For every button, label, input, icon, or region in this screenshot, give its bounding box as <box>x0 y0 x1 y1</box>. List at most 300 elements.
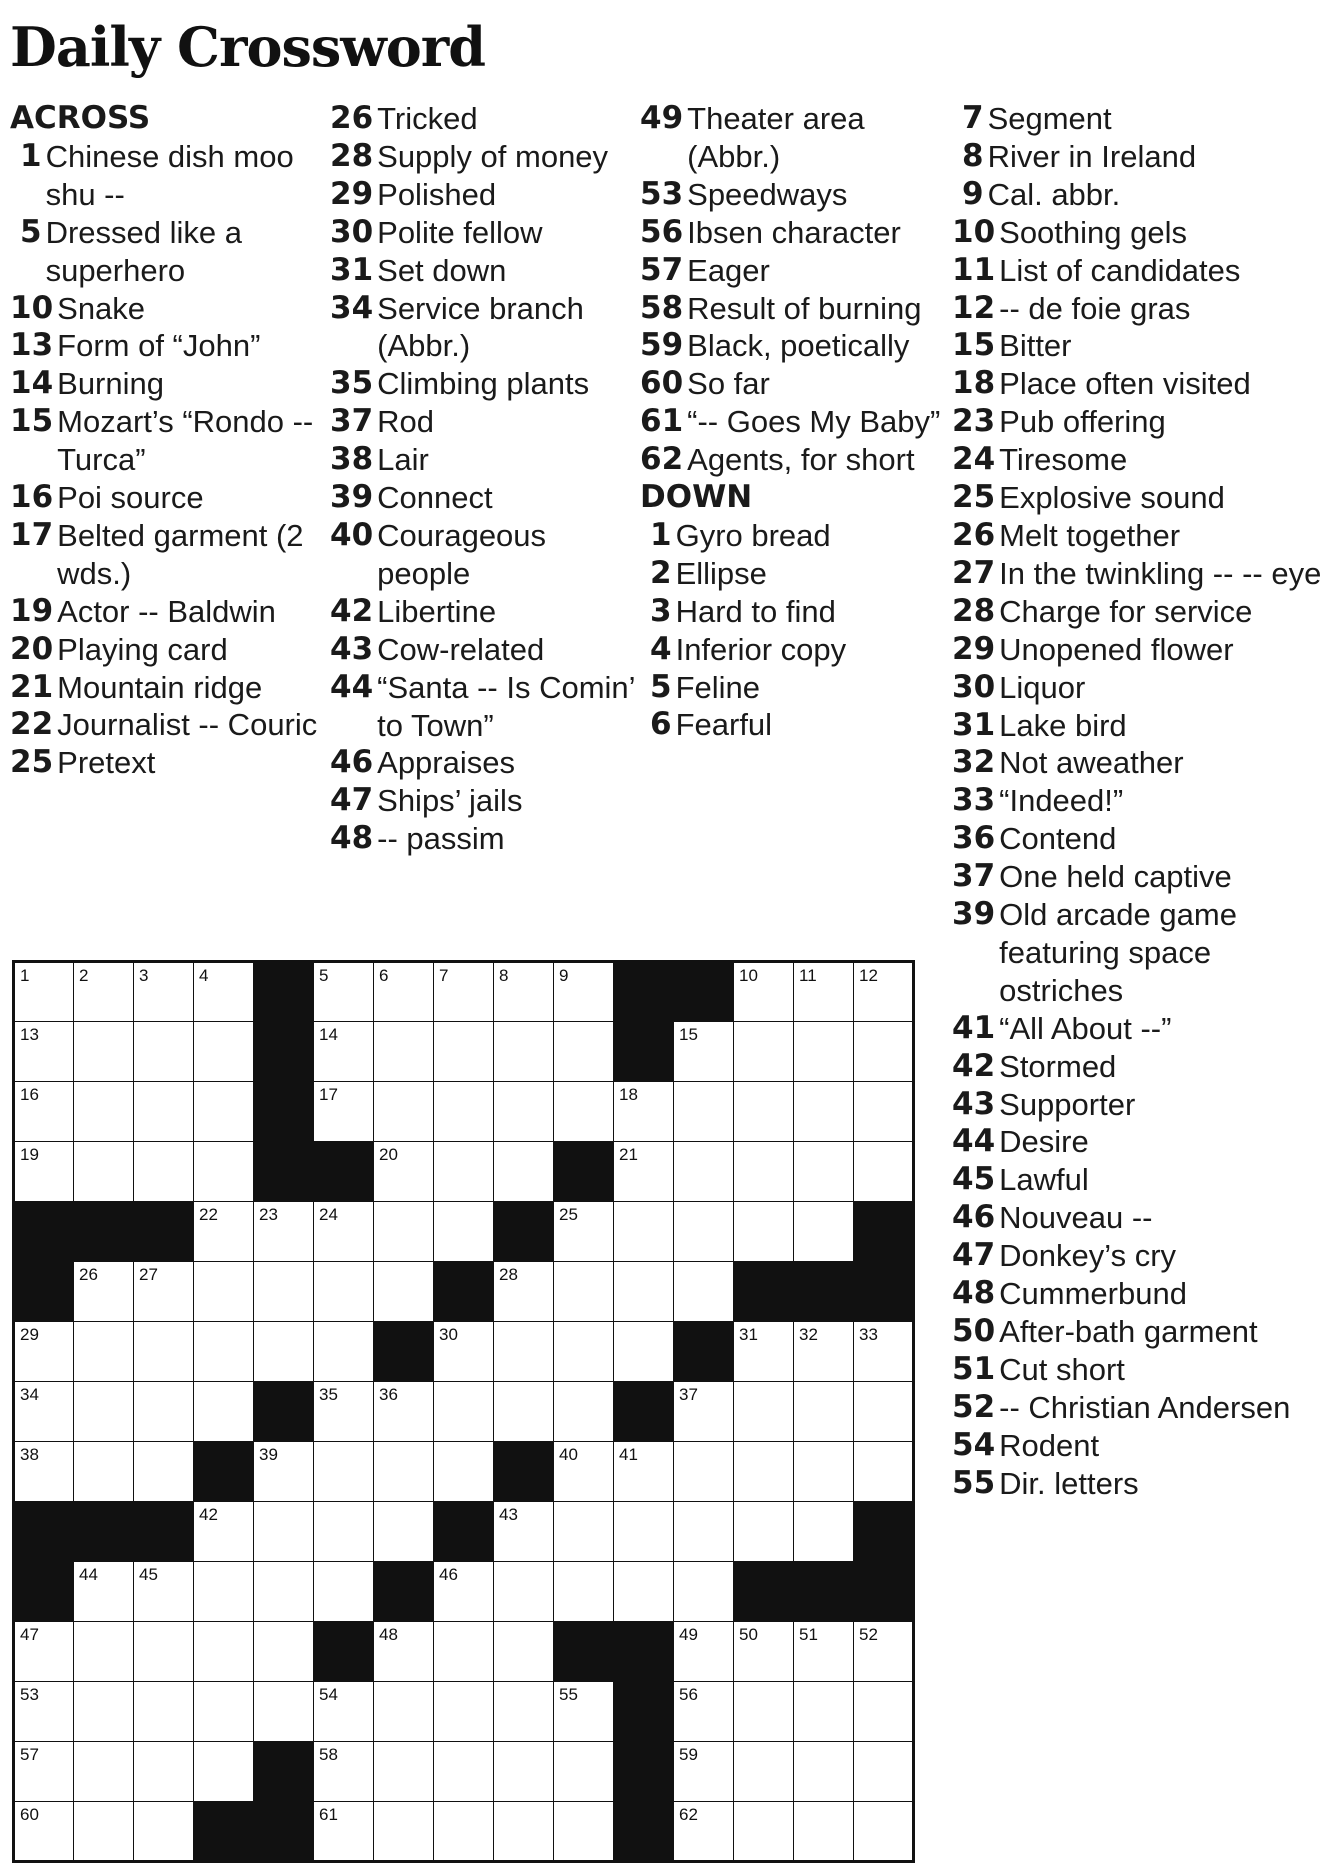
black-square <box>374 1322 434 1382</box>
clue-text: Donkey’s cry <box>999 1238 1177 1274</box>
grid-cell[interactable] <box>494 1682 554 1742</box>
grid-cell[interactable] <box>14 962 74 1022</box>
black-square <box>614 962 674 1022</box>
grid-cell[interactable] <box>554 1802 614 1862</box>
grid-cell[interactable] <box>314 1022 374 1082</box>
grid-cell[interactable] <box>734 1622 794 1682</box>
grid-cell[interactable] <box>314 1322 374 1382</box>
grid-cell[interactable] <box>854 1382 914 1442</box>
grid-cell[interactable] <box>734 1442 794 1502</box>
grid-cell[interactable] <box>794 1442 854 1502</box>
grid-cell[interactable] <box>254 1622 314 1682</box>
grid-cell[interactable] <box>494 1322 554 1382</box>
clue-number: 5 <box>20 213 42 250</box>
grid-cell[interactable] <box>134 1142 194 1202</box>
clue-text: Supply of money <box>377 138 609 174</box>
clue-number: 39 <box>952 896 996 933</box>
cell-number: 36 <box>379 1385 398 1404</box>
grid-cell[interactable] <box>74 1142 134 1202</box>
grid-cell[interactable] <box>854 1622 914 1682</box>
clue-number: 34 <box>330 289 374 326</box>
down-clue <box>952 1237 1332 1275</box>
grid-cell[interactable] <box>74 1322 134 1382</box>
black-square <box>674 1322 734 1382</box>
grid-cell[interactable] <box>14 1322 74 1382</box>
grid-row <box>14 1022 914 1082</box>
grid-cell[interactable] <box>854 1142 914 1202</box>
grid-cell[interactable] <box>194 1502 254 1562</box>
clue-number: 23 <box>952 403 996 440</box>
grid-cell[interactable] <box>194 1562 254 1622</box>
cell-number: 31 <box>739 1325 758 1344</box>
grid-cell[interactable] <box>614 1322 674 1382</box>
grid-cell[interactable] <box>14 1682 74 1742</box>
clue-number: 20 <box>10 630 54 667</box>
down-clue <box>952 100 1332 138</box>
across-clue <box>640 290 950 328</box>
clue-text: Fearful <box>675 707 773 743</box>
across-clue <box>330 252 640 290</box>
grid-cell[interactable] <box>134 1082 194 1142</box>
grid-cell[interactable] <box>494 1622 554 1682</box>
clue-text: River in Ireland <box>987 138 1197 174</box>
grid-cell[interactable] <box>434 1562 494 1622</box>
grid-cell[interactable] <box>854 1082 914 1142</box>
grid-cell[interactable] <box>674 1742 734 1802</box>
grid-cell[interactable] <box>794 1022 854 1082</box>
grid-cell[interactable] <box>194 962 254 1022</box>
grid-cell[interactable] <box>614 1562 674 1622</box>
puzzle-title: Daily Crossword <box>10 15 485 79</box>
grid-cell[interactable] <box>374 962 434 1022</box>
down-heading: DOWN <box>640 479 753 516</box>
grid-cell[interactable] <box>734 1202 794 1262</box>
clue-text: Snake <box>57 290 146 326</box>
across-clue <box>330 517 640 593</box>
grid-cell[interactable] <box>554 1082 614 1142</box>
clue-number: 37 <box>952 858 996 895</box>
clue-number: 26 <box>330 100 374 136</box>
grid-cell[interactable] <box>734 1502 794 1562</box>
grid-cell[interactable] <box>74 962 134 1022</box>
grid-cell[interactable] <box>254 1562 314 1622</box>
down-clue <box>952 631 1332 669</box>
grid-cell[interactable] <box>494 1082 554 1142</box>
grid-cell[interactable] <box>434 962 494 1022</box>
grid-cell[interactable] <box>614 1082 674 1142</box>
clue-text: Connect <box>377 480 493 516</box>
grid-cell[interactable] <box>434 1802 494 1862</box>
grid-cell[interactable] <box>74 1742 134 1802</box>
clue-text: Melt together <box>999 517 1181 553</box>
grid-cell[interactable] <box>74 1622 134 1682</box>
black-square <box>494 1202 554 1262</box>
clue-text: Not aweather <box>999 745 1184 781</box>
grid-cell[interactable] <box>134 1322 194 1382</box>
grid-cell[interactable] <box>614 1142 674 1202</box>
black-square <box>614 1022 674 1082</box>
clue-text: Bitter <box>999 328 1072 364</box>
clue-text: Belted garment (2 wds.) <box>57 517 304 591</box>
grid-cell[interactable] <box>734 1382 794 1442</box>
black-square <box>734 1262 794 1322</box>
clue-column-2 <box>330 100 640 858</box>
grid-cell[interactable] <box>314 1682 374 1742</box>
clue-number: 1 <box>650 516 672 553</box>
grid-cell[interactable] <box>734 1802 794 1862</box>
clue-text: Stormed <box>999 1048 1117 1084</box>
clue-number: 38 <box>330 441 374 478</box>
grid-cell[interactable] <box>374 1802 434 1862</box>
grid-cell[interactable] <box>254 1262 314 1322</box>
grid-cell[interactable] <box>434 1142 494 1202</box>
clue-text: Desire <box>999 1124 1089 1160</box>
grid-cell[interactable] <box>134 1022 194 1082</box>
grid-cell[interactable] <box>314 1742 374 1802</box>
grid-cell[interactable] <box>194 1142 254 1202</box>
grid-cell[interactable] <box>194 1022 254 1082</box>
clue-number: 51 <box>952 1350 996 1387</box>
grid-cell[interactable] <box>134 1802 194 1862</box>
cell-number: 10 <box>739 966 758 985</box>
across-clue <box>330 820 640 858</box>
down-clue <box>640 706 950 744</box>
grid-cell[interactable] <box>674 1622 734 1682</box>
grid-cell[interactable] <box>674 1022 734 1082</box>
clue-number: 42 <box>952 1047 996 1084</box>
cell-number: 38 <box>20 1445 39 1464</box>
cell-number: 46 <box>439 1565 458 1584</box>
grid-cell[interactable] <box>314 962 374 1022</box>
clue-text: Rodent <box>999 1427 1100 1463</box>
across-clue <box>10 403 320 479</box>
cell-number: 34 <box>20 1385 39 1404</box>
across-clue <box>330 441 640 479</box>
grid-row <box>14 1382 914 1442</box>
clue-number: 11 <box>952 251 996 288</box>
grid-cell[interactable] <box>494 1382 554 1442</box>
grid-cell[interactable] <box>674 1802 734 1862</box>
grid-cell[interactable] <box>614 1442 674 1502</box>
clue-number: 47 <box>952 1237 996 1274</box>
grid-cell[interactable] <box>374 1202 434 1262</box>
grid-cell[interactable] <box>554 1202 614 1262</box>
clue-text: Libertine <box>377 593 497 629</box>
grid-cell[interactable] <box>554 1262 614 1322</box>
grid-cell[interactable] <box>194 1622 254 1682</box>
grid-cell[interactable] <box>434 1442 494 1502</box>
down-clue <box>952 593 1332 631</box>
grid-cell[interactable] <box>74 1562 134 1622</box>
grid-cell[interactable] <box>554 1742 614 1802</box>
grid-cell[interactable] <box>674 1682 734 1742</box>
clue-text: Playing card <box>57 631 228 667</box>
clue-number: 13 <box>10 327 54 364</box>
clue-number: 43 <box>330 630 374 667</box>
grid-cell[interactable] <box>794 1082 854 1142</box>
clue-text: Inferior copy <box>675 631 847 667</box>
grid-cell[interactable] <box>74 1382 134 1442</box>
grid-cell[interactable] <box>194 1682 254 1742</box>
grid-cell[interactable] <box>854 1742 914 1802</box>
grid-cell[interactable] <box>494 1742 554 1802</box>
down-clue <box>952 176 1332 214</box>
grid-cell[interactable] <box>434 1322 494 1382</box>
grid-cell[interactable] <box>674 1142 734 1202</box>
black-square <box>614 1682 674 1742</box>
grid-cell[interactable] <box>674 1502 734 1562</box>
grid-cell[interactable] <box>314 1502 374 1562</box>
grid-cell[interactable] <box>374 1622 434 1682</box>
cell-number: 40 <box>559 1445 578 1464</box>
down-clue <box>952 669 1332 707</box>
grid-cell[interactable] <box>194 1202 254 1262</box>
clue-text: Theater area (Abbr.) <box>687 101 865 174</box>
grid-cell[interactable] <box>314 1802 374 1862</box>
cell-number: 26 <box>79 1265 98 1284</box>
clue-column-4 <box>952 100 1332 1503</box>
grid-cell[interactable] <box>794 1502 854 1562</box>
clue-text: Result of burning <box>687 290 922 326</box>
grid-cell[interactable] <box>794 1142 854 1202</box>
across-heading: ACROSS <box>10 100 151 136</box>
grid-cell[interactable] <box>674 1382 734 1442</box>
grid-cell[interactable] <box>494 1562 554 1622</box>
grid-cell[interactable] <box>674 1202 734 1262</box>
grid-cell[interactable] <box>494 962 554 1022</box>
black-square <box>614 1622 674 1682</box>
grid-cell[interactable] <box>74 1022 134 1082</box>
grid-cell[interactable] <box>434 1022 494 1082</box>
grid-cell[interactable] <box>134 1742 194 1802</box>
grid-cell[interactable] <box>674 1262 734 1322</box>
across-clue <box>330 365 640 403</box>
grid-cell[interactable] <box>734 1022 794 1082</box>
grid-cell[interactable] <box>554 1442 614 1502</box>
grid-cell[interactable] <box>794 1802 854 1862</box>
clue-text: Cal. abbr. <box>987 176 1121 212</box>
grid-cell[interactable] <box>434 1742 494 1802</box>
clue-text: Speedways <box>687 176 848 212</box>
grid-row <box>14 962 914 1022</box>
grid-row <box>14 1802 914 1862</box>
cell-number: 18 <box>619 1085 638 1104</box>
grid-cell[interactable] <box>14 1802 74 1862</box>
black-square <box>434 1502 494 1562</box>
grid-cell[interactable] <box>614 1202 674 1262</box>
grid-cell[interactable] <box>614 1262 674 1322</box>
grid-cell[interactable] <box>854 1322 914 1382</box>
grid-cell[interactable] <box>14 1382 74 1442</box>
across-clue <box>10 631 320 669</box>
grid-cell[interactable] <box>434 1622 494 1682</box>
grid-cell[interactable] <box>14 1442 74 1502</box>
grid-cell[interactable] <box>794 962 854 1022</box>
down-clue <box>952 214 1332 252</box>
black-square <box>254 1382 314 1442</box>
grid-cell[interactable] <box>74 1442 134 1502</box>
grid-cell[interactable] <box>374 1502 434 1562</box>
grid-cell[interactable] <box>314 1442 374 1502</box>
cell-number: 50 <box>739 1625 758 1644</box>
grid-cell[interactable] <box>734 1142 794 1202</box>
clue-text: Courageous people <box>377 517 547 591</box>
grid-cell[interactable] <box>74 1682 134 1742</box>
grid-cell[interactable] <box>794 1202 854 1262</box>
clue-number: 1 <box>20 137 42 174</box>
grid-cell[interactable] <box>554 962 614 1022</box>
grid-cell[interactable] <box>194 1082 254 1142</box>
grid-cell[interactable] <box>314 1202 374 1262</box>
grid-cell[interactable] <box>494 1502 554 1562</box>
clue-number: 33 <box>952 782 996 819</box>
grid-cell[interactable] <box>854 962 914 1022</box>
grid-cell[interactable] <box>314 1382 374 1442</box>
grid-cell[interactable] <box>854 1802 914 1862</box>
grid-cell[interactable] <box>374 1742 434 1802</box>
grid-cell[interactable] <box>194 1742 254 1802</box>
grid-cell[interactable] <box>854 1442 914 1502</box>
clue-text: Chinese dish moo shu -- <box>45 138 294 212</box>
grid-cell[interactable] <box>254 1202 314 1262</box>
grid-cell[interactable] <box>14 1082 74 1142</box>
grid-cell[interactable] <box>854 1682 914 1742</box>
grid-cell[interactable] <box>314 1082 374 1142</box>
grid-cell[interactable] <box>14 1142 74 1202</box>
clue-number: 3 <box>650 592 672 629</box>
clue-number: 49 <box>640 100 684 136</box>
grid-cell[interactable] <box>734 1082 794 1142</box>
grid-cell[interactable] <box>134 1682 194 1742</box>
clue-number: 29 <box>952 630 996 667</box>
black-square <box>254 1802 314 1862</box>
black-square <box>614 1742 674 1802</box>
grid-cell[interactable] <box>794 1622 854 1682</box>
clue-number: 16 <box>10 479 54 516</box>
clue-number: 42 <box>330 592 374 629</box>
down-clue <box>952 517 1332 555</box>
down-clue <box>640 631 950 669</box>
grid-cell[interactable] <box>254 1682 314 1742</box>
grid-cell[interactable] <box>194 1262 254 1322</box>
grid-cell[interactable] <box>134 1382 194 1442</box>
clue-number: 52 <box>952 1388 996 1425</box>
grid-cell[interactable] <box>134 1442 194 1502</box>
clue-text: “Indeed!” <box>999 783 1124 819</box>
black-square <box>794 1562 854 1622</box>
clue-number: 24 <box>952 441 996 478</box>
grid-cell[interactable] <box>374 1142 434 1202</box>
grid-cell[interactable] <box>734 962 794 1022</box>
cell-number: 37 <box>679 1385 698 1404</box>
grid-cell[interactable] <box>374 1682 434 1742</box>
cell-number: 52 <box>859 1625 878 1644</box>
grid-cell[interactable] <box>194 1382 254 1442</box>
grid-cell[interactable] <box>374 1382 434 1442</box>
grid-cell[interactable] <box>554 1682 614 1742</box>
cell-number: 9 <box>559 966 569 985</box>
across-clue <box>10 479 320 517</box>
across-clue <box>330 403 640 441</box>
grid-cell[interactable] <box>374 1262 434 1322</box>
grid-cell[interactable] <box>194 1322 254 1382</box>
down-clue <box>952 403 1332 441</box>
grid-cell[interactable] <box>314 1262 374 1322</box>
black-square <box>254 962 314 1022</box>
grid-cell[interactable] <box>434 1682 494 1742</box>
cell-number: 29 <box>20 1325 39 1344</box>
grid-cell[interactable] <box>374 1442 434 1502</box>
clue-text: Climbing plants <box>377 366 590 402</box>
grid-cell[interactable] <box>674 1442 734 1502</box>
grid-cell[interactable] <box>14 1022 74 1082</box>
grid-cell[interactable] <box>434 1202 494 1262</box>
cell-number: 35 <box>319 1385 338 1404</box>
grid-cell[interactable] <box>554 1022 614 1082</box>
grid-cell[interactable] <box>254 1502 314 1562</box>
grid-cell[interactable] <box>494 1802 554 1862</box>
grid-cell[interactable] <box>74 1262 134 1322</box>
grid-cell[interactable] <box>734 1322 794 1382</box>
down-clue <box>952 782 1332 820</box>
grid-cell[interactable] <box>854 1022 914 1082</box>
grid-cell[interactable] <box>794 1382 854 1442</box>
grid-cell[interactable] <box>254 1442 314 1502</box>
grid-cell[interactable] <box>494 1262 554 1322</box>
grid-cell[interactable] <box>74 1802 134 1862</box>
grid-cell[interactable] <box>374 1082 434 1142</box>
grid-cell[interactable] <box>794 1322 854 1382</box>
grid-cell[interactable] <box>134 1622 194 1682</box>
grid-cell[interactable] <box>554 1382 614 1442</box>
down-clue <box>952 1313 1332 1351</box>
clue-number: 53 <box>640 175 684 212</box>
grid-cell[interactable] <box>554 1502 614 1562</box>
black-square <box>734 1562 794 1622</box>
grid-cell[interactable] <box>254 1322 314 1382</box>
grid-cell[interactable] <box>494 1022 554 1082</box>
grid-cell[interactable] <box>434 1082 494 1142</box>
grid-cell[interactable] <box>74 1082 134 1142</box>
grid-cell[interactable] <box>134 1262 194 1322</box>
grid-cell[interactable] <box>134 962 194 1022</box>
grid-cell[interactable] <box>14 1622 74 1682</box>
grid-cell[interactable] <box>794 1682 854 1742</box>
grid-cell[interactable] <box>674 1562 734 1622</box>
grid-cell[interactable] <box>674 1082 734 1142</box>
across-clue <box>330 593 640 631</box>
clue-text: Polished <box>377 176 497 212</box>
grid-cell[interactable] <box>14 1742 74 1802</box>
clue-text: -- de foie gras <box>999 290 1191 326</box>
clue-number: 36 <box>952 820 996 857</box>
grid-cell[interactable] <box>614 1502 674 1562</box>
grid-cell[interactable] <box>434 1382 494 1442</box>
grid-cell[interactable] <box>554 1562 614 1622</box>
grid-cell[interactable] <box>554 1322 614 1382</box>
grid-cell[interactable] <box>494 1142 554 1202</box>
grid-cell[interactable] <box>374 1022 434 1082</box>
clue-number: 18 <box>952 365 996 402</box>
grid-cell[interactable] <box>134 1562 194 1622</box>
cell-number: 32 <box>799 1325 818 1344</box>
black-square <box>254 1082 314 1142</box>
cell-number: 14 <box>319 1025 338 1044</box>
grid-cell[interactable] <box>794 1742 854 1802</box>
grid-cell[interactable] <box>734 1742 794 1802</box>
grid-cell[interactable] <box>734 1682 794 1742</box>
grid-cell[interactable] <box>314 1562 374 1622</box>
